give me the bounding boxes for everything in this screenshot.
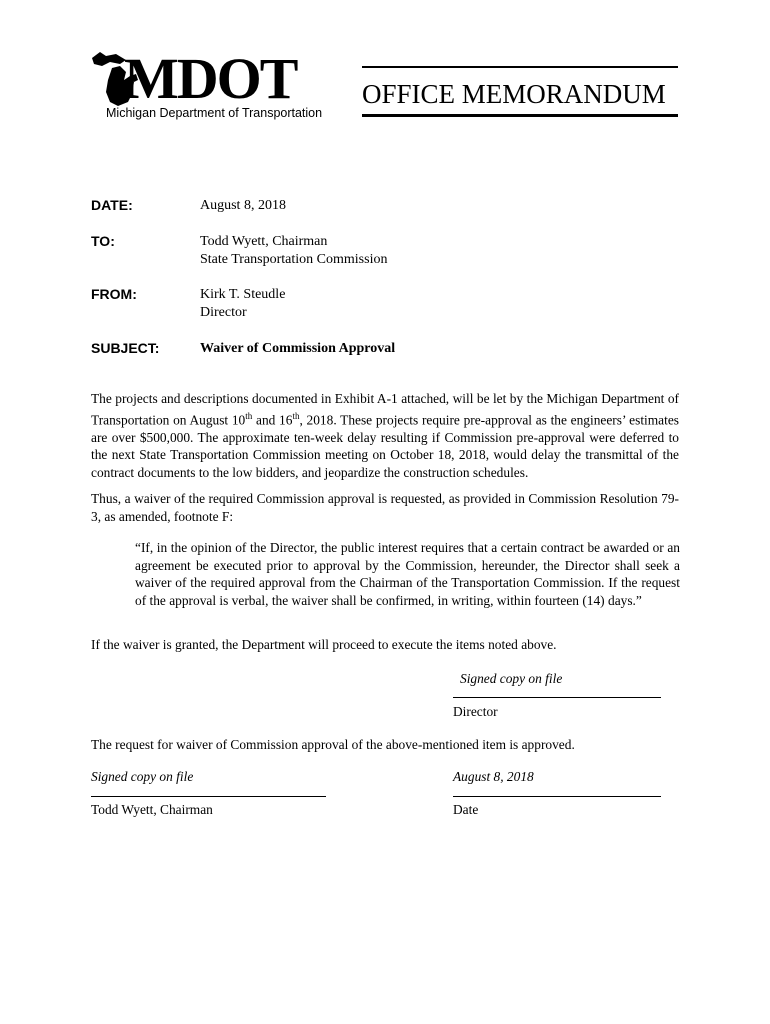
date-label: DATE:	[91, 197, 133, 213]
to-organization: State Transportation Commission	[200, 252, 388, 267]
date-value: August 8, 2018	[200, 198, 286, 213]
paragraph-proceed: If the waiver is granted, the Department will proceed to execute the items noted above.	[91, 637, 557, 652]
chairman-signature-line	[91, 796, 326, 797]
header-rule-bottom	[362, 114, 678, 117]
approval-date: August 8, 2018	[453, 769, 534, 784]
from-title: Director	[200, 305, 247, 320]
memo-title: OFFICE MEMORANDUM	[362, 79, 666, 109]
logo-wordmark: MDOT	[124, 46, 297, 111]
superscript-th: th	[245, 410, 253, 421]
paragraph-projects-part2: and 16	[252, 412, 293, 428]
subject-label: SUBJECT:	[91, 340, 160, 356]
mdot-logo	[90, 46, 340, 125]
logo-subtitle: Michigan Department of Transportation	[106, 106, 323, 120]
paragraph-projects-part3: , 2018. These projects require pre-approval as the engineers’ estimates are over $500,000. The approximate ten-week delay resulting if Commission pre-approval were deferred to the next State Transportation Commission meeting on October 18, 2018, would delay the transmittal of the contract documents to the low bidders, and jeopardize the construction schedules.	[91, 412, 679, 480]
to-name: Todd Wyett, Chairman	[200, 234, 328, 249]
director-signed-note: Signed copy on file	[460, 671, 563, 686]
paragraph-projects	[91, 390, 679, 481]
to-label: TO:	[91, 233, 115, 249]
from-label: FROM:	[91, 286, 137, 302]
quoted-footnote: “If, in the opinion of the Director, the public interest requires that a certain contract be awarded or an agreement be executed prior to approval by the Commission, hereunder, the Director shall seek a waiver of the required approval from the Chairman of the Transportation Commission. If the request of the approval is verbal, the waiver shall be confirmed, in writing, within fourteen (14) days.”	[135, 540, 680, 608]
subject-value: Waiver of Commission Approval	[200, 341, 396, 356]
from-name: Kirk T. Steudle	[200, 287, 286, 302]
date-caption: Date	[453, 802, 479, 817]
director-signature-line	[453, 697, 661, 698]
paragraph-approval: The request for waiver of Commission approval of the above-mentioned item is approved.	[91, 737, 575, 752]
paragraph-waiver-request: Thus, a waiver of the required Commission approval is requested, as provided in Commission Resolution 79-3, as amended, footnote F:	[91, 491, 679, 524]
chairman-name: Todd Wyett, Chairman	[91, 802, 213, 817]
header-rule-top	[362, 66, 678, 68]
superscript-th: th	[292, 410, 300, 421]
date-signature-line	[453, 796, 661, 797]
chairman-signed-note: Signed copy on file	[91, 769, 194, 784]
director-title: Director	[453, 704, 498, 719]
paragraph-projects-part1: The projects and descriptions documented in Exhibit A-1 attached, will be let by the Michigan Department of Transportation on August 10	[91, 391, 679, 428]
